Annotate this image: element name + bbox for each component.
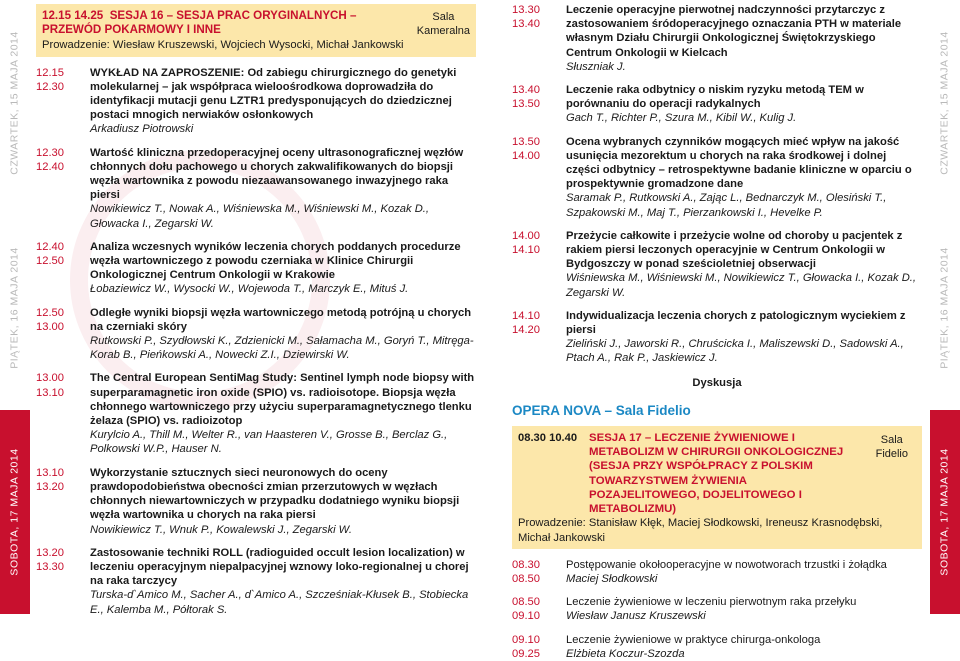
entry-authors: Elżbieta Koczur-Szozda [566, 647, 685, 660]
session-header [518, 431, 916, 516]
entry-title: The Central European SentiMag Study: Sentinel lymph node biopsy with superparamagnetic iron oxide (SPIO) vs. radioisotope. Biopsja węzła chłonnego wartowniczego przy użyciu superparamagnetycznego tlenku żelaza (SPIO) vs. radioizotop [90, 372, 475, 428]
entry-body [566, 135, 922, 220]
entry-time: 08.50 09.10 [512, 596, 540, 623]
day-tab-thursday [930, 0, 960, 205]
day-tab-friday [930, 205, 960, 410]
entry-title: Leczenie raka odbytnicy o niskim ryzyku metodą TEM w porównaniu do operacji radykalnych [566, 84, 864, 111]
session-room [876, 433, 908, 461]
entry-body [90, 146, 476, 231]
entry-body [566, 595, 922, 623]
session-banner [36, 4, 476, 57]
entry-authors: Maciej Słodkowski [566, 572, 658, 585]
entry-body [566, 558, 922, 586]
right-day-tabs [930, 0, 960, 614]
right-entry-list [512, 3, 922, 366]
program-entry [512, 595, 922, 623]
entry-time: 13.20 13.30 [36, 546, 64, 573]
session-chairs [518, 516, 916, 544]
entry-title: Indywidualizacja leczenia chorych z patologicznym wyciekiem z piersi [566, 309, 906, 337]
session-time: 08.30 10.40 [518, 432, 578, 445]
entry-time: 08.30 08.50 [512, 558, 540, 585]
left-column [36, 0, 476, 617]
entry-authors: Nowikiewicz T., Nowak A., Wiśniewska M., Wiśniewski M., Kozak D., Głowacka I., Zegarski W. [90, 203, 430, 230]
entry-authors: Wiesław Janusz Kruszewski [566, 610, 706, 623]
entry-authors: Saramak P., Rutkowski A., Zając L., Bednarczyk M., Olesiński T., Szpakowski M., Maj T., Pierzankowski I., Hevelke P. [566, 192, 887, 219]
entry-title: Zastosowanie techniki ROLL (radioguided occult lesion localization) w leczeniu operacyjnym niepalpacyjnej wznowy loko-regionalnej u chorej na raka tarczycy [90, 546, 469, 588]
session-title [42, 9, 377, 37]
entry-time: 13.00 13.10 [36, 372, 64, 399]
program-entry [512, 135, 922, 220]
program-entry [36, 240, 476, 297]
entry-time: 13.10 13.20 [36, 466, 64, 493]
session-room [417, 10, 470, 38]
entry-authors: Nowikiewicz T., Wnuk P., Kowalewski J., Zegarski W. [90, 523, 352, 536]
right-column [512, 0, 922, 661]
day-label: PIĄTEK, 16 MAJA 2014 [9, 246, 22, 369]
day-label: CZWARTEK, 15 MAJA 2014 [9, 30, 21, 175]
room-line: Kameralna [416, 25, 470, 38]
left-day-tabs [0, 0, 30, 614]
entry-title: WYKŁAD NA ZAPROSZENIE: Od zabiegu chirurgicznego do genetyki molekularnej – jak współpraca wieloośrodkowa doprowadziła do identyfikacji mutacji genu LZTR1 predysponujących do dziedzicznej postaci mnogich nerwiaków osłonkowych [90, 66, 457, 122]
entry-body [90, 66, 476, 137]
discussion-label: Dyskusja [692, 376, 742, 389]
program-entry [512, 633, 922, 661]
entry-authors: Łobaziewicz W., Wysocki W., Wojewoda T., Marczyk E., Mituś J. [90, 283, 409, 296]
program-entry [36, 306, 476, 363]
entry-authors: Turska-d`Amico M., Sacher A., d`Amico A., Szcześniak-Kłusek B., Stobiecka E., Kalemba M., Półtorak S. [90, 589, 469, 616]
program-entry [36, 546, 476, 617]
day-tab-friday [0, 205, 30, 410]
session17-entry-list [512, 558, 922, 661]
entry-time: 12.15 12.30 [36, 66, 64, 93]
entry-body [90, 546, 476, 617]
entry-body [90, 371, 476, 456]
session-banner [512, 426, 922, 549]
program-entry [512, 3, 922, 74]
entry-time: 12.50 13.00 [36, 306, 64, 333]
chairs-names: Stanisław Kłęk, Maciej Słodkowski, Ireneusz Krasnodębski, Michał Jankowski [518, 517, 883, 544]
entry-time: 12.30 12.40 [36, 146, 64, 173]
entry-title: Analiza wczesnych wyników leczenia chorych poddanych procedurze węzła wartowniczego z powodu czerniaka w Klinice Chirurgii Onkologicznej Centrum Onkologii w Krakowie [90, 240, 461, 282]
entry-title: Leczenie żywieniowe w praktyce chirurga-onkologa [566, 633, 821, 646]
day-label: PIĄTEK, 16 MAJA 2014 [939, 246, 952, 369]
entry-body [566, 229, 922, 300]
day-tab-saturday [930, 410, 960, 614]
program-entry [512, 229, 922, 300]
chairs-label: Prowadzenie: [42, 39, 110, 52]
day-label: CZWARTEK, 15 MAJA 2014 [939, 30, 951, 175]
entry-authors: Wiśniewska M., Wiśniewski M., Nowikiewicz T., Głowacka I., Kozak D., Zegarski W. [566, 272, 917, 299]
entry-authors: Rutkowski P., Szydłowski K., Zdzienicki M., Sałamacha M., Goryń T., Mitręga-Korab B., Pieńkowski A., Nowecki Z.I., Dziewirski W. [90, 335, 474, 362]
entry-body [90, 240, 476, 297]
entry-time: 13.50 14.00 [512, 135, 540, 162]
program-entry [36, 146, 476, 231]
entry-time: 12.40 12.50 [36, 240, 64, 268]
program-entry [512, 309, 922, 366]
session-chairs [42, 38, 470, 52]
day-label: SOBOTA, 17 MAJA 2014 [9, 448, 21, 576]
entry-authors: Zieliński J., Jaworski R., Chruścicka I., Maliszewski D., Sadowski A., Ptach A., Rak P., Jaskiewicz J. [566, 338, 904, 365]
room-line: Sala [432, 11, 455, 23]
venue-heading: OPERA NOVA – Sala Fidelio [512, 402, 691, 418]
entry-title: Postępowanie okołooperacyjne w nowotworach trzustki i żołądka [566, 558, 887, 571]
day-tab-thursday [0, 0, 30, 205]
entry-body [566, 3, 922, 74]
entry-body [90, 466, 476, 537]
program-entry [512, 558, 922, 586]
entry-time: 14.10 14.20 [512, 309, 540, 337]
program-entry [512, 83, 922, 126]
entry-title: Leczenie żywieniowe w leczeniu pierwotnym raka przełyku [566, 596, 857, 609]
left-entry-list [36, 66, 476, 617]
session-title-text: SESJA 16 – SESJA PRAC ORYGINALNYCH – PRZEWÓD POKARMOWY I INNE [42, 9, 357, 37]
program-entry [36, 66, 476, 137]
entry-body [566, 633, 922, 661]
room-line: Fidelio [875, 448, 908, 461]
session-title-text: SESJA 17 – LECZENIE ŻYWIENIOWE I METABOLIZM W CHIRURGII ONKOLOGICZNEJ (SESJA PRZY WSPÓŁPRACY Z POLSKIM TOWARZYSTWEM ŻYWIENIA POZAJELITOWEGO, DOJELITOWEGO I METABOLIZMU) [589, 432, 844, 516]
session-time: 12.15 14.25 [42, 9, 104, 22]
program-entry [36, 466, 476, 537]
entry-time: 13.30 13.40 [512, 4, 540, 31]
room-line: Sala [880, 434, 903, 447]
chairs-names: Wiesław Kruszewski, Wojciech Wysocki, Michał Jankowski [112, 39, 404, 52]
entry-body [90, 306, 476, 363]
entry-authors: Arkadiusz Piotrowski [90, 123, 194, 136]
entry-authors: Słuszniak J. [566, 60, 626, 73]
entry-title: Ocena wybranych czynników mogących mieć wpływ na jakość usunięcia mezorektum u chorych na raka środkowej i dolnej części odbytnicy – retrospektywne badanie kliniczne w oparciu o prospektywnie gromadzone dane [566, 135, 912, 191]
entry-time: 09.10 09.25 [512, 633, 540, 660]
entry-authors: Kurylcio A., Thill M., Welter R., van Haasteren V., Grosse B., Berclaz G., Polkowski W.P., Hauser N. [90, 429, 448, 456]
entry-authors: Gach T., Richter P., Szura M., Kibil W., Kulig J. [566, 112, 797, 125]
day-label: SOBOTA, 17 MAJA 2014 [939, 448, 951, 576]
entry-body [566, 83, 922, 126]
program-entry [36, 371, 476, 456]
entry-title: Przeżycie całkowite i przeżycie wolne od choroby u pacjentek z rakiem piersi leczonych operacyjnie w Centrum Onkologii w Bydgoszczy w ponad sześcioletniej obserwacji [566, 229, 903, 271]
chairs-label: Prowadzenie: [518, 517, 586, 530]
entry-time: 14.00 14.10 [512, 229, 540, 257]
entry-body [566, 309, 922, 366]
entry-title: Leczenie operacyjne pierwotnej nadczynności przytarczyc z zastosowaniem śródoperacyjnego oznaczania PTH w materiale własnym Działu Chirurgii Onkologicznej Świętokrzyskiego Centrum Onkologii w Kielcach [566, 4, 902, 59]
entry-time: 13.40 13.50 [512, 84, 540, 111]
entry-title: Odległe wyniki biopsji węzła wartowniczego metodą potrójną u chorych na czerniaki skóry [90, 306, 472, 333]
entry-title: Wartość kliniczna przedoperacyjnej oceny ultrasonograficznej węzłów chłonnych dołu pachowego u chorych zakwalifikowanych do biopsji węzła wartownika z powodu niezaawansowanego inwazyjnego raka piersi [90, 146, 464, 202]
day-tab-saturday [0, 410, 30, 614]
entry-title: Wykorzystanie sztucznych sieci neuronowych do oceny prawdopodobieństwa obecności zmian przerzutowych w węzłach chłonnych niewartowniczych w przypadku dodatniego wyniku biopsji węzła wartownika u chorych na raka piersi [90, 466, 460, 522]
